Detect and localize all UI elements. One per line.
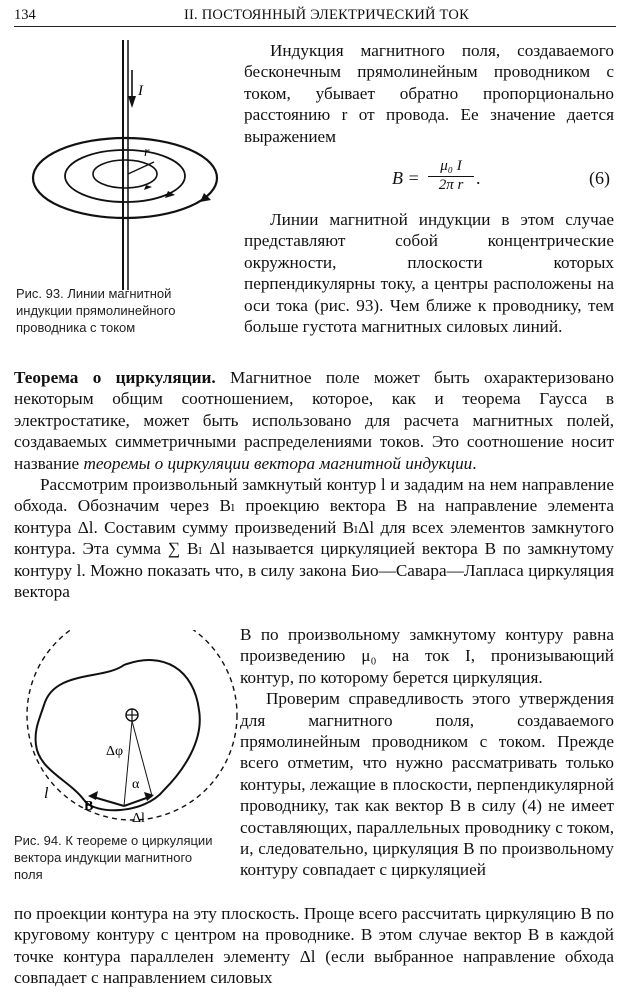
figure-93-caption: Рис. 93. Линии магнитной индукции прямолинейного проводника с током: [16, 286, 176, 335]
radius-line: [128, 162, 154, 174]
b-vector-label: B: [84, 799, 94, 814]
circulation-paragraph-wrap: B по произвольному замкнутому контуру равна произведению μ₀ на ток I, пронизывающий контур, по которому берется циркуляция.: [240, 625, 614, 687]
verify-paragraph-full: по проекции контура на эту плоскость. Проще всего рассчитать циркуляцию B по круговому контуру с центром на проводнике. В этом случае вектор B в каждой точке контура параллелен элементу Δl (если выбранное направление обхода совпадает с направлением силовых: [14, 904, 614, 988]
formula-6: [380, 158, 616, 198]
field-arrow-inner: [144, 185, 152, 190]
circulation-paragraph-top: Рассмотрим произвольный замкнутый контур l и зададим на нем направление обхода. Обозначим через Bₗ проекцию вектора B на направление элемента контура Δl. Составим сумму произведений BₗΔl для всех элементов замкнутого контура. Эта сумма ∑ Bₗ Δl называется циркуляцией вектора B по замкнутому контуру l. Можно показать что, в силу закона Био—Савара—Лапласа циркуляция вектора: [14, 475, 614, 602]
formula-denominator: 2π r: [438, 177, 464, 193]
radius-label: r: [144, 145, 150, 160]
arbitrary-contour: [36, 660, 200, 810]
theorem-emphasis: теоремы о циркуляции вектора магнитной индукции: [83, 453, 473, 473]
current-label: I: [138, 83, 143, 99]
field-lines-block: [244, 209, 614, 337]
formula-numerator: μ₀ I: [428, 158, 474, 177]
current-arrowhead: [128, 96, 136, 108]
bottom-block: [14, 903, 614, 989]
contour-label: l: [44, 785, 49, 802]
verify-paragraph-wrap: Проверим справедливость этого утверждения для магнитного поля, создаваемого прямолинейным проводником с током. Прежде всего отметим, что нужно рассматривать только контуры, лежащие в плоскости, перпендикулярной проводнику, так как вектор B в силу (4) не имеет составляющих, параллельных проводнику с током, и, следовательно, циркуляция B по произвольному контуру совпадает с циркуляцией: [240, 689, 614, 880]
theorem-block: [14, 367, 614, 602]
formula-period: .: [476, 168, 481, 188]
figure-94-caption: Рис. 94. К теореме о циркуляции вектора индукции магнитного поля: [14, 833, 213, 882]
theorem-heading: Теорема о циркуляции.: [14, 368, 216, 387]
formula-fraction: [428, 158, 474, 194]
chapter-title: II. ПОСТОЯННЫЙ ЭЛЕКТРИЧЕСКИЙ ТОК: [184, 7, 469, 23]
formula-number: (6): [589, 168, 610, 188]
alpha-label: α: [132, 777, 140, 792]
radius-line-1: [124, 721, 132, 806]
page-number: 134: [14, 7, 36, 23]
theorem-text-before: Магнитное поле может быть охарактеризовано некоторым общим соотношением, которое, как и теорема Гаусса в электростатике, может быть использовано для расчета магнитных полей, создаваемых симметричными распределениями токов. Это соотношение носит название: [14, 368, 614, 473]
figure-93: [28, 40, 228, 290]
formula-lhs: B =: [392, 168, 420, 188]
right-wrap-block: [240, 624, 614, 881]
delta-l-label: Δl: [132, 811, 145, 826]
theorem-text-after: .: [472, 453, 477, 473]
field-lines-paragraph: Линии магнитной индукции в этом случае представляют собой концентрические окружности, плоскости которых перпендикулярны току, а центры расположены на оси тока (рис. 93). Чем ближе к проводнику, тем больше густота магнитных силовых линий.: [244, 210, 614, 337]
figure-94: [14, 630, 244, 830]
intro-paragraph-block: [244, 40, 614, 147]
theorem-paragraph: [14, 367, 614, 474]
delta-phi-label: Δφ: [106, 744, 124, 759]
intro-paragraph: Индукция магнитного поля, создаваемого бесконечным прямолинейным проводником с током, убывает обратно пропорционально расстоянию r от провода. Ее значение дается выражением: [244, 41, 614, 146]
page-header: [14, 6, 616, 27]
field-line-inner: [93, 160, 157, 188]
